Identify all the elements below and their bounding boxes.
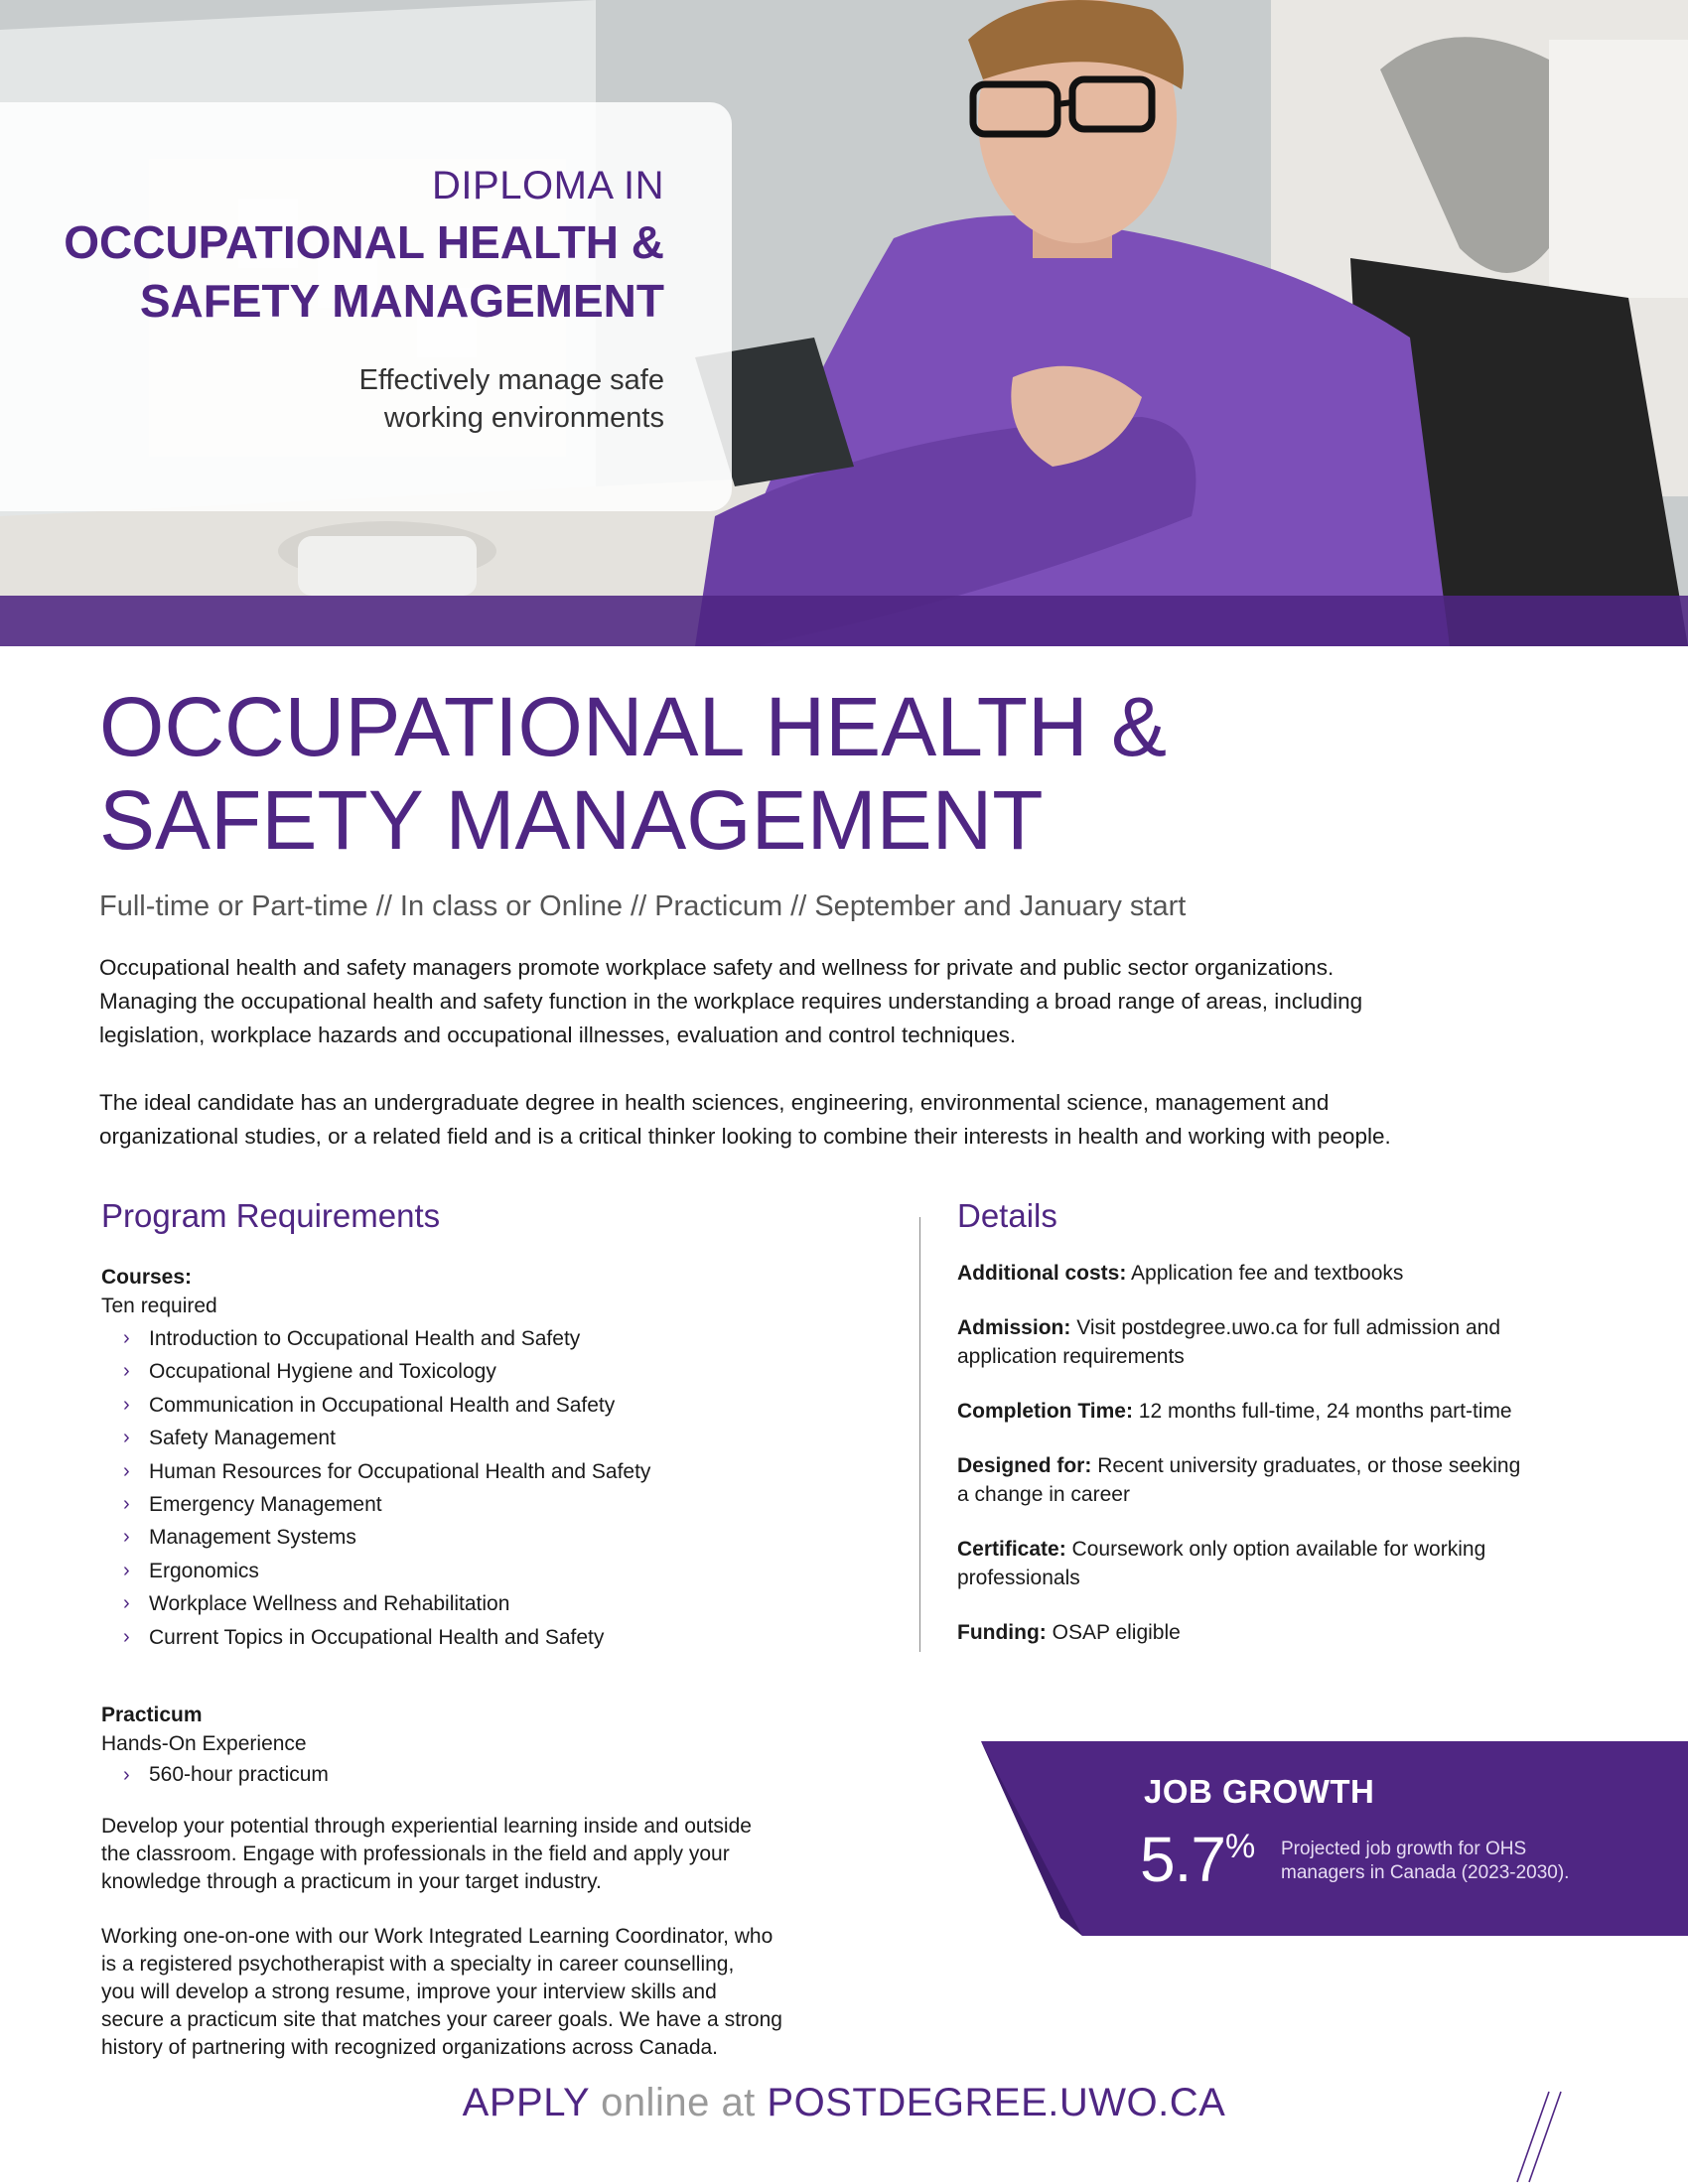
detail-designed-for: Designed for: Recent university graduates, or those seeking a change in career <box>957 1454 1521 1506</box>
column-divider <box>919 1217 920 1652</box>
courses-section <box>101 1263 876 1654</box>
intro-line: Occupational health and safety managers promote workplace safety and wellness for private and public sector organizations. <box>99 955 1335 980</box>
practicum-paragraph-2: Working one-on-one with our Work Integrated Learning Coordinator, who is a registered psychotherapist with a specialty in career counselling, you will develop a strong resume, improve your interview skills and secure a practicum site that matches your career goals. We have a strong history of partnering with recognized organizations across Canada. <box>101 1925 782 2059</box>
hero-kicker: DIPLOMA IN <box>432 164 664 207</box>
decorative-slashes-icon <box>1509 2090 1569 2184</box>
course-list <box>101 1322 876 1654</box>
intro-line: Managing the occupational health and safety function in the workplace requires understanding a broad range of areas, including <box>99 989 1363 1014</box>
page-title-line1: OCCUPATIONAL HEALTH & <box>99 680 1168 773</box>
practicum-section <box>101 1701 876 1790</box>
practicum-sub: Hands-On Experience <box>101 1732 307 1755</box>
detail-funding: Funding: OSAP eligible <box>957 1621 1181 1644</box>
candidate-line: The ideal candidate has an undergraduate degree in health sciences, engineering, environmental science, management and <box>99 1090 1330 1115</box>
chevron-right-icon: › <box>123 1327 130 1349</box>
page-title-line2: SAFETY MANAGEMENT <box>99 773 1044 867</box>
hero-subtitle-line1: Effectively manage safe <box>358 364 664 396</box>
job-growth-stat <box>1140 1823 1255 1896</box>
job-growth-description: Projected job growth for OHS managers in Canada (2023-2030). <box>1281 1839 1570 1883</box>
list-item: › Human Resources for Occupational Health and Safety <box>101 1455 876 1488</box>
chevron-right-icon: › <box>123 1427 130 1449</box>
chevron-right-icon: › <box>123 1459 130 1482</box>
practicum-list <box>101 1760 876 1790</box>
list-item: › Emergency Management <box>101 1488 876 1521</box>
chevron-right-icon: › <box>123 1592 130 1615</box>
chevron-right-icon: › <box>123 1493 130 1516</box>
chevron-right-icon: › <box>123 1360 130 1383</box>
job-growth-value: 5.7 <box>1140 1824 1225 1895</box>
list-item: › Ergonomics <box>101 1555 876 1587</box>
job-growth-unit: % <box>1224 1828 1256 1865</box>
list-item: › Current Topics in Occupational Health and Safety <box>101 1621 876 1654</box>
hero-subtitle-line2: working environments <box>383 402 664 434</box>
intro-line: legislation, workplace hazards and occupational illnesses, evaluation and control techniques. <box>99 1023 1017 1047</box>
apply-word: APPLY <box>462 2081 590 2124</box>
job-growth-title: JOB GROWTH <box>1144 1773 1375 1810</box>
list-item: › Management Systems <box>101 1521 876 1554</box>
program-tagline: Full-time or Part-time // In class or Online // Practicum // September and January start <box>99 890 1187 922</box>
candidate-paragraph <box>99 1086 1599 1154</box>
chevron-right-icon: › <box>123 1526 130 1549</box>
list-item: › 560-hour practicum <box>101 1760 876 1790</box>
apply-link[interactable]: POSTDEGREE.UWO.CA <box>767 2081 1226 2124</box>
hero-banner <box>0 0 1688 646</box>
chevron-right-icon: › <box>123 1393 130 1416</box>
chevron-right-icon: › <box>123 1625 130 1648</box>
list-item: › Occupational Hygiene and Toxicology <box>101 1355 876 1388</box>
detail-certificate: Certificate: Coursework only option available for working professionals <box>957 1538 1486 1589</box>
chevron-right-icon: › <box>123 1764 130 1786</box>
details-list <box>957 1259 1593 1673</box>
hero-purple-band <box>0 596 1688 646</box>
hero-title-line1: OCCUPATIONAL HEALTH & <box>64 216 664 268</box>
list-item: › Workplace Wellness and Rehabilitation <box>101 1587 876 1620</box>
apply-footer <box>0 2081 1688 2125</box>
hero-title-card <box>0 102 732 511</box>
list-item: › Communication in Occupational Health and Safety <box>101 1389 876 1422</box>
hero-title-line2: SAFETY MANAGEMENT <box>139 275 664 327</box>
program-requirements-heading: Program Requirements <box>101 1197 441 1234</box>
intro-paragraph <box>99 951 1599 1052</box>
courses-label: Courses: <box>101 1266 193 1289</box>
list-item: › Introduction to Occupational Health and Safety <box>101 1322 876 1355</box>
practicum-label: Practicum <box>101 1704 203 1726</box>
candidate-line: organizational studies, or a related field and is a critical thinker looking to combine their interests in health and working with people. <box>99 1124 1391 1149</box>
practicum-paragraph-1: Develop your potential through experiential learning inside and outside the classroom. Engage with professionals in the field and apply your knowledge through a practicum in your target industry. <box>101 1815 752 1893</box>
detail-additional-costs: Additional costs: Application fee and textbooks <box>957 1262 1404 1285</box>
list-item: › Safety Management <box>101 1422 876 1454</box>
chevron-right-icon: › <box>123 1559 130 1581</box>
detail-completion-time: Completion Time: 12 months full-time, 24 months part-time <box>957 1400 1512 1423</box>
page-title <box>99 680 1589 867</box>
apply-mid-text: online at <box>589 2081 768 2124</box>
courses-sub: Ten required <box>101 1295 217 1317</box>
detail-admission: Admission: Visit postdegree.uwo.ca for full admission and application requirements <box>957 1316 1501 1368</box>
details-heading: Details <box>957 1197 1057 1234</box>
